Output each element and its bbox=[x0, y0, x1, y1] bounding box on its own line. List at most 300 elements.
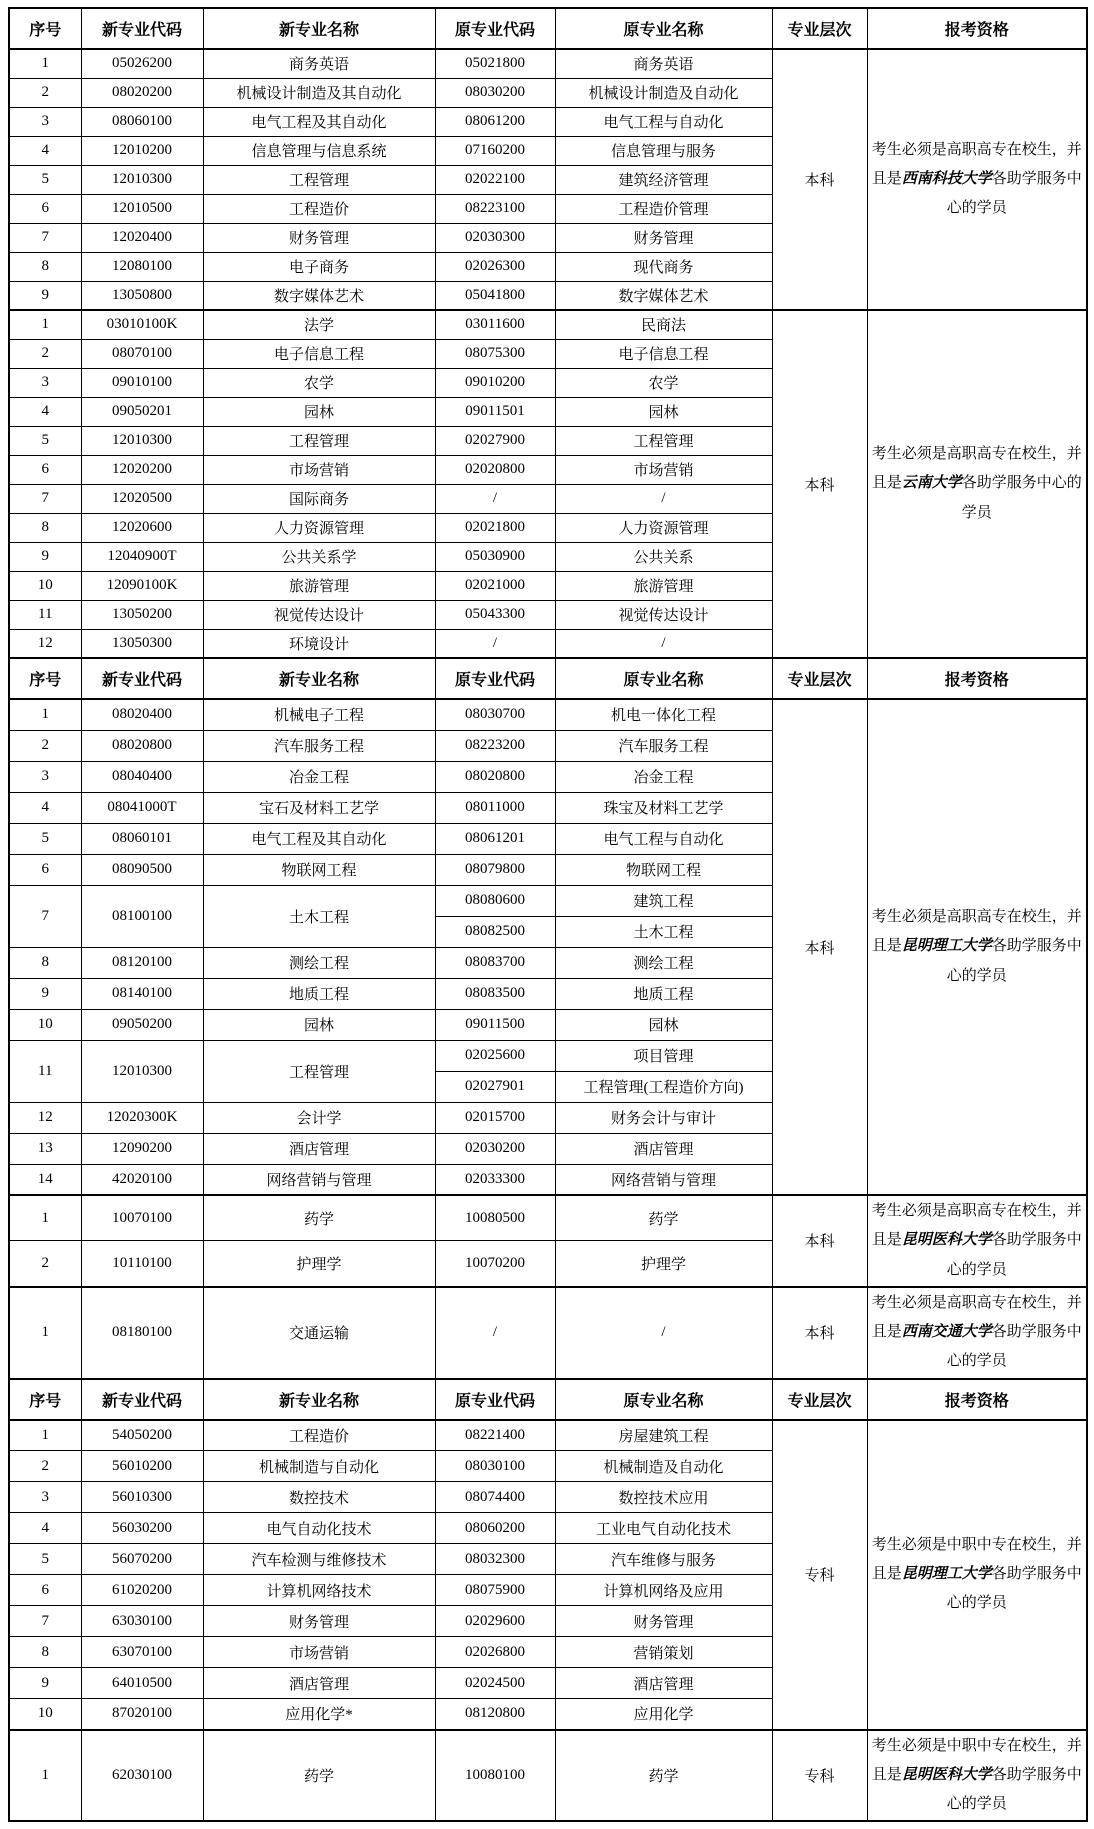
cell-old-name: 视觉传达设计 bbox=[555, 600, 772, 629]
cell-new-code: 10110100 bbox=[81, 1241, 203, 1287]
cell-old-name: 珠宝及材料工艺学 bbox=[555, 792, 772, 823]
cell-new-code: 08180100 bbox=[81, 1287, 203, 1379]
cell-old-name: 市场营销 bbox=[555, 455, 772, 484]
cell-new-code: 12010300 bbox=[81, 426, 203, 455]
cell-seq: 8 bbox=[9, 513, 81, 542]
university-name: 云南大学 bbox=[901, 475, 962, 492]
cell-new-code: 13050200 bbox=[81, 600, 203, 629]
cell-old-code: 10080100 bbox=[435, 1730, 555, 1822]
cell-old-name: 机械制造及自动化 bbox=[555, 1451, 772, 1482]
cell-old-code: 02024500 bbox=[435, 1668, 555, 1699]
table-row bbox=[9, 1730, 1087, 1822]
cell-old-code: 02033300 bbox=[435, 1164, 555, 1195]
cell-old-name: 建筑工程 bbox=[555, 885, 772, 916]
cell-new-code: 61020200 bbox=[81, 1575, 203, 1606]
cell-new-name: 护理学 bbox=[203, 1241, 435, 1287]
cell-seq: 1 bbox=[9, 1730, 81, 1822]
cell-level: 本科 bbox=[772, 310, 867, 658]
cell-seq: 2 bbox=[9, 730, 81, 761]
cell-old-name: 机械设计制造及自动化 bbox=[555, 78, 772, 107]
column-header: 专业层次 bbox=[772, 1379, 867, 1420]
column-header: 原专业代码 bbox=[435, 8, 555, 49]
university-name: 昆明理工大学 bbox=[901, 1565, 992, 1582]
cell-old-name: 机电一体化工程 bbox=[555, 699, 772, 730]
cell-new-name: 商务英语 bbox=[203, 49, 435, 78]
cell-new-code: 12080100 bbox=[81, 252, 203, 281]
cell-old-name: 建筑经济管理 bbox=[555, 165, 772, 194]
cell-new-name: 市场营销 bbox=[203, 455, 435, 484]
cell-seq: 9 bbox=[9, 281, 81, 310]
column-header: 原专业代码 bbox=[435, 658, 555, 699]
cell-new-code: 12020200 bbox=[81, 455, 203, 484]
qualification-suffix: 各助学服务中心的学员 bbox=[946, 1232, 1082, 1278]
cell-old-name: 物联网工程 bbox=[555, 854, 772, 885]
qualification-suffix: 各助学服务中心的学员 bbox=[946, 1766, 1082, 1812]
cell-old-name: / bbox=[555, 1287, 772, 1379]
qualification-prefix: 考生必须是高职高专在校生，并且是 bbox=[871, 446, 1082, 492]
column-header: 原专业代码 bbox=[435, 1379, 555, 1420]
cell-seq: 10 bbox=[9, 571, 81, 600]
column-header: 新专业代码 bbox=[81, 8, 203, 49]
cell-seq: 6 bbox=[9, 1575, 81, 1606]
cell-new-code: 08060101 bbox=[81, 823, 203, 854]
cell-new-name: 会计学 bbox=[203, 1102, 435, 1133]
cell-old-name: 信息管理与服务 bbox=[555, 136, 772, 165]
cell-new-code: 62030100 bbox=[81, 1730, 203, 1822]
cell-seq: 3 bbox=[9, 1482, 81, 1513]
cell-new-name: 计算机网络技术 bbox=[203, 1575, 435, 1606]
cell-seq: 1 bbox=[9, 49, 81, 78]
cell-old-code: 02022100 bbox=[435, 165, 555, 194]
cell-new-code: 08120100 bbox=[81, 947, 203, 978]
cell-old-name: 药学 bbox=[555, 1730, 772, 1822]
cell-new-code: 64010500 bbox=[81, 1668, 203, 1699]
cell-new-code: 08040400 bbox=[81, 761, 203, 792]
cell-new-name: 工程造价 bbox=[203, 1420, 435, 1451]
cell-old-code: 08079800 bbox=[435, 854, 555, 885]
column-header: 序号 bbox=[9, 8, 81, 49]
cell-new-code: 08100100 bbox=[81, 885, 203, 947]
cell-old-code: 08030200 bbox=[435, 78, 555, 107]
cell-old-code: 02030300 bbox=[435, 223, 555, 252]
cell-seq: 4 bbox=[9, 136, 81, 165]
column-header: 专业层次 bbox=[772, 8, 867, 49]
cell-new-name: 数字媒体艺术 bbox=[203, 281, 435, 310]
cell-new-name: 电子信息工程 bbox=[203, 339, 435, 368]
cell-old-name: 工业电气自动化技术 bbox=[555, 1513, 772, 1544]
cell-seq: 8 bbox=[9, 947, 81, 978]
cell-old-code: 02030200 bbox=[435, 1133, 555, 1164]
cell-seq: 8 bbox=[9, 1637, 81, 1668]
cell-old-code: 02027900 bbox=[435, 426, 555, 455]
column-header: 原专业名称 bbox=[555, 1379, 772, 1420]
cell-seq: 12 bbox=[9, 629, 81, 658]
cell-old-name: 财务会计与审计 bbox=[555, 1102, 772, 1133]
cell-seq: 10 bbox=[9, 1009, 81, 1040]
qualification-prefix: 考生必须是高职高专在校生，并且是 bbox=[871, 909, 1082, 955]
cell-seq: 3 bbox=[9, 368, 81, 397]
cell-new-name: 财务管理 bbox=[203, 1606, 435, 1637]
cell-old-name: 商务英语 bbox=[555, 49, 772, 78]
cell-new-code: 13050300 bbox=[81, 629, 203, 658]
cell-new-code: 12010300 bbox=[81, 165, 203, 194]
cell-new-name: 工程造价 bbox=[203, 194, 435, 223]
cell-old-code: 08075900 bbox=[435, 1575, 555, 1606]
cell-new-code: 12040900T bbox=[81, 542, 203, 571]
cell-new-name: 工程管理 bbox=[203, 1040, 435, 1102]
cell-new-code: 03010100K bbox=[81, 310, 203, 339]
cell-new-name: 公共关系学 bbox=[203, 542, 435, 571]
cell-seq: 4 bbox=[9, 792, 81, 823]
cell-new-name: 法学 bbox=[203, 310, 435, 339]
cell-seq: 7 bbox=[9, 885, 81, 947]
column-header: 序号 bbox=[9, 1379, 81, 1420]
cell-seq: 14 bbox=[9, 1164, 81, 1195]
cell-old-code: 08223100 bbox=[435, 194, 555, 223]
cell-old-code: 08020800 bbox=[435, 761, 555, 792]
cell-new-code: 12020600 bbox=[81, 513, 203, 542]
cell-new-code: 08090500 bbox=[81, 854, 203, 885]
cell-seq: 2 bbox=[9, 339, 81, 368]
cell-seq: 3 bbox=[9, 107, 81, 136]
cell-new-name: 数控技术 bbox=[203, 1482, 435, 1513]
cell-new-code: 56010300 bbox=[81, 1482, 203, 1513]
cell-new-name: 电子商务 bbox=[203, 252, 435, 281]
cell-seq: 5 bbox=[9, 165, 81, 194]
cell-old-name: 公共关系 bbox=[555, 542, 772, 571]
cell-old-name: 现代商务 bbox=[555, 252, 772, 281]
cell-old-name: 数字媒体艺术 bbox=[555, 281, 772, 310]
cell-old-code: 09011501 bbox=[435, 397, 555, 426]
university-name: 昆明理工大学 bbox=[901, 938, 992, 955]
cell-old-code: 08083700 bbox=[435, 947, 555, 978]
cell-old-name: 工程管理(工程造价方向) bbox=[555, 1071, 772, 1102]
cell-old-name: 电气工程与自动化 bbox=[555, 823, 772, 854]
cell-old-name: 旅游管理 bbox=[555, 571, 772, 600]
qualification-prefix: 考生必须是中职中专在校生，并且是 bbox=[871, 1737, 1082, 1783]
column-header: 新专业代码 bbox=[81, 658, 203, 699]
cell-new-name: 冶金工程 bbox=[203, 761, 435, 792]
table-row bbox=[9, 699, 1087, 730]
cell-old-name: 冶金工程 bbox=[555, 761, 772, 792]
cell-new-code: 56010200 bbox=[81, 1451, 203, 1482]
cell-old-code: 08221400 bbox=[435, 1420, 555, 1451]
university-name: 西南科技大学 bbox=[901, 170, 992, 187]
header-row bbox=[9, 1379, 1087, 1420]
cell-new-code: 87020100 bbox=[81, 1699, 203, 1730]
cell-seq: 9 bbox=[9, 978, 81, 1009]
cell-new-code: 12020400 bbox=[81, 223, 203, 252]
cell-old-name: 营销策划 bbox=[555, 1637, 772, 1668]
column-header: 专业层次 bbox=[772, 658, 867, 699]
cell-qualification bbox=[867, 1420, 1087, 1730]
cell-old-name: 房屋建筑工程 bbox=[555, 1420, 772, 1451]
cell-level: 本科 bbox=[772, 699, 867, 1195]
cell-seq: 9 bbox=[9, 542, 81, 571]
cell-new-name: 市场营销 bbox=[203, 1637, 435, 1668]
column-header: 新专业名称 bbox=[203, 1379, 435, 1420]
cell-old-name: 测绘工程 bbox=[555, 947, 772, 978]
cell-level: 专科 bbox=[772, 1420, 867, 1730]
qualification-suffix: 各助学服务中心的学员 bbox=[946, 938, 1082, 984]
cell-old-name: 汽车服务工程 bbox=[555, 730, 772, 761]
cell-old-code: 08120800 bbox=[435, 1699, 555, 1730]
column-header: 原专业名称 bbox=[555, 658, 772, 699]
cell-new-name: 药学 bbox=[203, 1730, 435, 1822]
cell-old-code: 02015700 bbox=[435, 1102, 555, 1133]
cell-seq: 11 bbox=[9, 600, 81, 629]
cell-old-name: 药学 bbox=[555, 1195, 772, 1241]
header-row bbox=[9, 8, 1087, 49]
cell-qualification bbox=[867, 310, 1087, 658]
cell-old-code: 08075300 bbox=[435, 339, 555, 368]
cell-qualification bbox=[867, 1287, 1087, 1379]
cell-new-code: 56030200 bbox=[81, 1513, 203, 1544]
cell-new-name: 财务管理 bbox=[203, 223, 435, 252]
cell-old-name: 工程造价管理 bbox=[555, 194, 772, 223]
cell-seq: 6 bbox=[9, 455, 81, 484]
cell-new-name: 园林 bbox=[203, 397, 435, 426]
cell-seq: 11 bbox=[9, 1040, 81, 1102]
cell-old-name: 土木工程 bbox=[555, 916, 772, 947]
cell-new-name: 工程管理 bbox=[203, 426, 435, 455]
qualification-suffix: 各助学服务中心的学员 bbox=[961, 475, 1082, 521]
cell-new-name: 测绘工程 bbox=[203, 947, 435, 978]
cell-new-code: 09050200 bbox=[81, 1009, 203, 1040]
cell-new-code: 12090100K bbox=[81, 571, 203, 600]
cell-old-code: 02020800 bbox=[435, 455, 555, 484]
cell-new-code: 08060100 bbox=[81, 107, 203, 136]
cell-old-code: 10080500 bbox=[435, 1195, 555, 1241]
cell-level: 本科 bbox=[772, 49, 867, 310]
cell-new-code: 09050201 bbox=[81, 397, 203, 426]
cell-seq: 6 bbox=[9, 194, 81, 223]
cell-seq: 12 bbox=[9, 1102, 81, 1133]
cell-new-name: 酒店管理 bbox=[203, 1133, 435, 1164]
cell-seq: 10 bbox=[9, 1699, 81, 1730]
cell-seq: 4 bbox=[9, 397, 81, 426]
cell-new-name: 电气工程及其自动化 bbox=[203, 107, 435, 136]
cell-old-name: 电子信息工程 bbox=[555, 339, 772, 368]
university-name: 西南交通大学 bbox=[901, 1324, 992, 1340]
cell-seq: 5 bbox=[9, 1544, 81, 1575]
cell-seq: 9 bbox=[9, 1668, 81, 1699]
cell-seq: 2 bbox=[9, 1241, 81, 1287]
cell-new-name: 机械设计制造及其自动化 bbox=[203, 78, 435, 107]
cell-new-code: 12010300 bbox=[81, 1040, 203, 1102]
cell-new-code: 12090200 bbox=[81, 1133, 203, 1164]
cell-seq: 5 bbox=[9, 426, 81, 455]
cell-new-code: 08041000T bbox=[81, 792, 203, 823]
cell-old-code: 08030700 bbox=[435, 699, 555, 730]
cell-new-code: 12010500 bbox=[81, 194, 203, 223]
cell-level: 专科 bbox=[772, 1730, 867, 1822]
qualification-prefix: 考生必须是高职高专在校生，并且是 bbox=[871, 141, 1082, 187]
cell-old-code: 05043300 bbox=[435, 600, 555, 629]
cell-new-name: 环境设计 bbox=[203, 629, 435, 658]
cell-old-code: 08061201 bbox=[435, 823, 555, 854]
cell-new-name: 宝石及材料工艺学 bbox=[203, 792, 435, 823]
cell-seq: 1 bbox=[9, 1195, 81, 1241]
cell-old-code: 02026800 bbox=[435, 1637, 555, 1668]
cell-old-code: 08080600 bbox=[435, 885, 555, 916]
cell-old-name: 园林 bbox=[555, 397, 772, 426]
cell-new-name: 国际商务 bbox=[203, 484, 435, 513]
university-name: 昆明医科大学 bbox=[901, 1766, 992, 1783]
cell-new-code: 05026200 bbox=[81, 49, 203, 78]
table-row bbox=[9, 1287, 1087, 1379]
cell-seq: 1 bbox=[9, 1287, 81, 1379]
cell-new-code: 42020100 bbox=[81, 1164, 203, 1195]
cell-new-name: 人力资源管理 bbox=[203, 513, 435, 542]
cell-old-code: 05030900 bbox=[435, 542, 555, 571]
cell-old-name: 财务管理 bbox=[555, 1606, 772, 1637]
cell-old-name: 酒店管理 bbox=[555, 1133, 772, 1164]
cell-seq: 7 bbox=[9, 223, 81, 252]
cell-seq: 5 bbox=[9, 823, 81, 854]
cell-seq: 1 bbox=[9, 1420, 81, 1451]
cell-seq: 4 bbox=[9, 1513, 81, 1544]
cell-old-name: 酒店管理 bbox=[555, 1668, 772, 1699]
column-header: 序号 bbox=[9, 658, 81, 699]
university-name: 昆明医科大学 bbox=[901, 1232, 992, 1249]
cell-old-code: / bbox=[435, 629, 555, 658]
cell-qualification bbox=[867, 1730, 1087, 1822]
cell-level: 本科 bbox=[772, 1195, 867, 1287]
cell-seq: 2 bbox=[9, 1451, 81, 1482]
cell-new-name: 网络营销与管理 bbox=[203, 1164, 435, 1195]
cell-new-name: 信息管理与信息系统 bbox=[203, 136, 435, 165]
table-row bbox=[9, 1195, 1087, 1241]
cell-new-name: 视觉传达设计 bbox=[203, 600, 435, 629]
cell-new-name: 物联网工程 bbox=[203, 854, 435, 885]
cell-old-name: 民商法 bbox=[555, 310, 772, 339]
cell-new-name: 农学 bbox=[203, 368, 435, 397]
column-header: 新专业代码 bbox=[81, 1379, 203, 1420]
cell-old-code: 09010200 bbox=[435, 368, 555, 397]
cell-old-name: 地质工程 bbox=[555, 978, 772, 1009]
cell-new-name: 机械电子工程 bbox=[203, 699, 435, 730]
cell-old-name: 数控技术应用 bbox=[555, 1482, 772, 1513]
cell-new-code: 10070100 bbox=[81, 1195, 203, 1241]
cell-old-name: 工程管理 bbox=[555, 426, 772, 455]
cell-new-code: 56070200 bbox=[81, 1544, 203, 1575]
cell-new-name: 汽车服务工程 bbox=[203, 730, 435, 761]
cell-new-code: 08140100 bbox=[81, 978, 203, 1009]
cell-old-code: 09011500 bbox=[435, 1009, 555, 1040]
cell-old-code: 08223200 bbox=[435, 730, 555, 761]
column-header: 报考资格 bbox=[867, 1379, 1087, 1420]
cell-new-code: 13050800 bbox=[81, 281, 203, 310]
cell-new-code: 08020200 bbox=[81, 78, 203, 107]
cell-qualification bbox=[867, 699, 1087, 1195]
cell-seq: 6 bbox=[9, 854, 81, 885]
cell-seq: 1 bbox=[9, 699, 81, 730]
cell-new-code: 08070100 bbox=[81, 339, 203, 368]
cell-old-code: 08011000 bbox=[435, 792, 555, 823]
cell-old-code: 02021000 bbox=[435, 571, 555, 600]
cell-new-name: 机械制造与自动化 bbox=[203, 1451, 435, 1482]
cell-old-name: 农学 bbox=[555, 368, 772, 397]
cell-qualification bbox=[867, 49, 1087, 310]
cell-new-name: 旅游管理 bbox=[203, 571, 435, 600]
cell-old-name: / bbox=[555, 629, 772, 658]
cell-old-code: 05021800 bbox=[435, 49, 555, 78]
cell-old-name: / bbox=[555, 484, 772, 513]
column-header: 新专业名称 bbox=[203, 8, 435, 49]
cell-new-name: 电气自动化技术 bbox=[203, 1513, 435, 1544]
cell-new-name: 酒店管理 bbox=[203, 1668, 435, 1699]
majors-table bbox=[8, 7, 1088, 1822]
cell-old-name: 电气工程与自动化 bbox=[555, 107, 772, 136]
cell-old-code: 07160200 bbox=[435, 136, 555, 165]
table-row bbox=[9, 49, 1087, 78]
cell-seq: 8 bbox=[9, 252, 81, 281]
cell-qualification bbox=[867, 1195, 1087, 1287]
cell-old-code: 08030100 bbox=[435, 1451, 555, 1482]
cell-new-code: 12010200 bbox=[81, 136, 203, 165]
cell-seq: 7 bbox=[9, 1606, 81, 1637]
column-header: 报考资格 bbox=[867, 8, 1087, 49]
cell-old-code: / bbox=[435, 484, 555, 513]
cell-new-name: 地质工程 bbox=[203, 978, 435, 1009]
cell-old-code: 08074400 bbox=[435, 1482, 555, 1513]
cell-new-code: 08020800 bbox=[81, 730, 203, 761]
qualification-suffix: 各助学服务中心的学员 bbox=[946, 1565, 1082, 1612]
cell-old-code: 08032300 bbox=[435, 1544, 555, 1575]
cell-seq: 2 bbox=[9, 78, 81, 107]
cell-old-name: 应用化学 bbox=[555, 1699, 772, 1730]
qualification-prefix: 考生必须是高职高专在校生，并且是 bbox=[871, 1294, 1082, 1340]
qualification-suffix: 各助学服务中心的学员 bbox=[946, 1324, 1082, 1370]
cell-new-name: 电气工程及其自动化 bbox=[203, 823, 435, 854]
cell-old-name: 计算机网络及应用 bbox=[555, 1575, 772, 1606]
cell-new-code: 12020300K bbox=[81, 1102, 203, 1133]
cell-new-name: 药学 bbox=[203, 1195, 435, 1241]
cell-new-name: 交通运输 bbox=[203, 1287, 435, 1379]
cell-level: 本科 bbox=[772, 1287, 867, 1379]
cell-old-name: 网络营销与管理 bbox=[555, 1164, 772, 1195]
cell-new-code: 09010100 bbox=[81, 368, 203, 397]
cell-old-name: 财务管理 bbox=[555, 223, 772, 252]
cell-seq: 13 bbox=[9, 1133, 81, 1164]
column-header: 原专业名称 bbox=[555, 8, 772, 49]
cell-old-code: 02027901 bbox=[435, 1071, 555, 1102]
cell-new-name: 汽车检测与维修技术 bbox=[203, 1544, 435, 1575]
table-row bbox=[9, 1420, 1087, 1451]
table-row bbox=[9, 310, 1087, 339]
cell-old-code: 08060200 bbox=[435, 1513, 555, 1544]
cell-old-code: 02025600 bbox=[435, 1040, 555, 1071]
cell-new-code: 63030100 bbox=[81, 1606, 203, 1637]
cell-new-code: 63070100 bbox=[81, 1637, 203, 1668]
cell-new-name: 工程管理 bbox=[203, 165, 435, 194]
qualification-suffix: 各助学服务中心的学员 bbox=[946, 170, 1082, 217]
cell-old-code: 02026300 bbox=[435, 252, 555, 281]
cell-old-code: 02029600 bbox=[435, 1606, 555, 1637]
cell-old-name: 项目管理 bbox=[555, 1040, 772, 1071]
cell-new-code: 12020500 bbox=[81, 484, 203, 513]
cell-old-name: 汽车维修与服务 bbox=[555, 1544, 772, 1575]
cell-old-name: 人力资源管理 bbox=[555, 513, 772, 542]
column-header: 报考资格 bbox=[867, 658, 1087, 699]
qualification-prefix: 考生必须是高职高专在校生，并且是 bbox=[871, 1203, 1082, 1249]
cell-old-name: 园林 bbox=[555, 1009, 772, 1040]
cell-old-code: 03011600 bbox=[435, 310, 555, 339]
cell-old-code: 08083500 bbox=[435, 978, 555, 1009]
cell-new-name: 应用化学* bbox=[203, 1699, 435, 1730]
qualification-prefix: 考生必须是中职中专在校生，并且是 bbox=[871, 1536, 1082, 1582]
